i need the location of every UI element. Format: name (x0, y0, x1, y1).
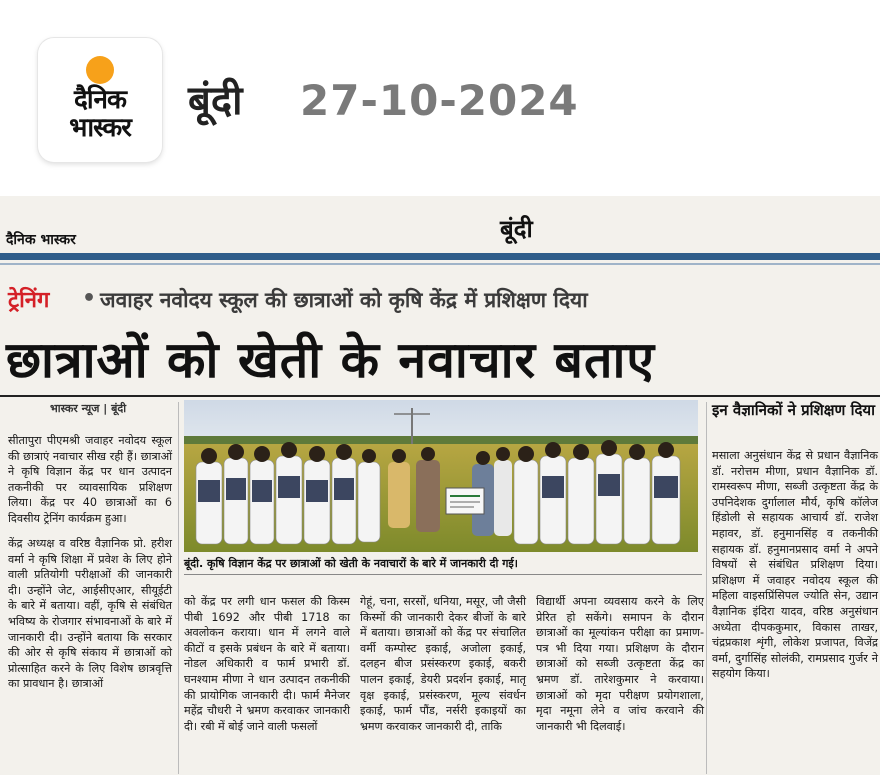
caption-rule (184, 574, 702, 575)
article-paragraph-2: केंद्र अध्यक्ष व वरिष्ठ वैज्ञानिक प्रो. हरीश वर्मा ने कृषि शिक्षा में प्रवेश के लिए होने वाली प्रतियोगी परीक्षाओं की जानकारी दी। उन्होंने जेट, आईसीएआर, सीयूईटी के बारे में बताया। वहीं, कृषि से संबंधित भविष्य के रोजगार संभावनाओं के बारे में जानकारी दी। उन्होंने बताया कि सरकार की ओर से कृषि संकाय में छात्राओं को प्रोत्साहित करने के लिए विशेष छात्रवृत्ति का प्रावधान है। छात्राओं (8, 537, 172, 691)
logo-text-line2: भास्कर (69, 113, 131, 143)
article-column-3: गेहूं, चना, सरसों, धनिया, मसूर, जौ जैसी किस्मों की जानकारी देकर बीजों के बारे में बताया। छात्राओं को केंद्र पर संचालित वर्मी कम्पोस्ट इकाई, अजोला इकाई, दलहन बीज प्रसंस्करण इकाई, बकरी पालन इकाई, डेयरी प्रदर्शन इकाई, मातृ वृक्ष इकाई, प्रसंस्करण, मूल्य संवर्धन इकाई, फार्म पौंड, नर्सरी इकाइयों का भ्रमण करवाकर जानकारी दी, ताकि (360, 595, 526, 733)
headline: छात्राओं को खेती के नवाचार बताए (6, 331, 656, 389)
column-divider (706, 402, 707, 774)
column-divider (178, 402, 179, 774)
subheadline: जवाहर नवोदय स्कूल की छात्राओं को कृषि केंद्र में प्रशिक्षण दिया (100, 288, 588, 312)
headline-rule (0, 395, 880, 397)
kicker-bullet: • (82, 286, 97, 311)
paper-brand: दैनिक भास्कर (6, 232, 76, 248)
sidebar-heading: इन वैज्ञानिकों ने प्रशिक्षण दिया (712, 401, 876, 419)
article-column-1-body (8, 536, 172, 692)
byline: भास्कर न्यूज | बूंदी (50, 402, 127, 415)
sidebar-body: मसाला अनुसंधान केंद्र से प्रधान वैज्ञानिक डॉ. नरोत्तम मीणा, प्रधान वैज्ञानिक डॉ. रामस्वरूप मीणा, सब्जी उत्कृष्टता केंद्र के उपनिदेशक दुर्गालाल मौर्य, कृषि कॉलेज हिंडोली से सहायक आचार्य डॉ. राजेश महावर, डॉ. हनुमानसिंह व तकनीकी सहायक डॉ. हनुमानप्रसाद वर्मा ने अपने विषयों से संबंधित प्रशिक्षण दिया। प्रशिक्षण में जवाहर नवोदय स्कूल की महिला वाइसप्रिंसिपल ज्योति सेन, उद्यान वैज्ञानिक इंदिरा यादव, वरिष्ठ अनुसंधान अध्येता दीपककुमार, विकास ताखर, चंद्रप्रकाश शृंगी, लोकेश प्रजापत, विजेंद्र वर्मा, दुर्गासिंह सोलंकी, रामप्रसाद गुर्जर ने सहयोग किया। (712, 449, 878, 681)
article-column-1-intro (8, 433, 172, 527)
paper-city: बूंदी (500, 215, 533, 243)
masthead-rule (0, 253, 880, 260)
article-column-4: विद्यार्थी अपना व्यवसाय करने के लिए प्रेरित हो सकेंगे। समापन के दौरान छात्राओं का मूल्यांकन परीक्षा का प्रमाण-पत्र भी दिया गया। प्रशिक्षण के दौरान छात्राओं को सब्जी उत्कृष्टता केंद्र का भ्रमण डॉ. तारेशकुमार ने करवाया। छात्राओं को मृदा परीक्षण प्रयोगशाला, मृदा नमूना लेने व जांच करवाने की जानकारी भी दिलवाई। (536, 595, 704, 733)
article-column-2: को केंद्र पर लगी धान फसल की किस्म पीबी 1692 और पीबी 1718 का अवलोकन कराया। धान में लगने वाले कीटों व इसके प्रबंधन के बारे में बताया। नोडल अधिकारी व फार्म प्रभारी डॉ. घनश्याम मीणा ने धान उत्पादन तकनीकी की प्रायोगिक जानकारी दी। फार्म मैनेजर महेंद्र चौधरी ने भ्रमण करवाकर जानकारी दी। रबी में बोई जाने वाली फसलों (184, 595, 350, 733)
logo-text-line1: दैनिक (74, 85, 126, 115)
training-photo (184, 400, 698, 552)
city-title: बूंदी (188, 78, 243, 124)
edition-date: 27-10-2024 (300, 76, 579, 125)
kicker-label: ट्रेनिंग (8, 288, 50, 313)
sun-logo-icon (86, 56, 114, 84)
article-paragraph-1: सीतापुरा पीएमश्री जवाहर नवोदय स्कूल की छात्राएं नवाचार सीख रही हैं। छात्राओं ने कृषि विज्ञान केंद्र पर धान उत्पादन तकनीकी पर व्यावसायिक प्रशिक्षण लिया। केंद्र पर 40 छात्राओं का 6 दिवसीय ट्रेनिंग कार्यक्रम हुआ। (8, 434, 172, 525)
photo-caption: बूंदी. कृषि विज्ञान केंद्र पर छात्राओं को खेती के नवाचारों के बारे में जानकारी दी गई। (184, 557, 518, 570)
masthead-thin-rule (0, 263, 880, 265)
